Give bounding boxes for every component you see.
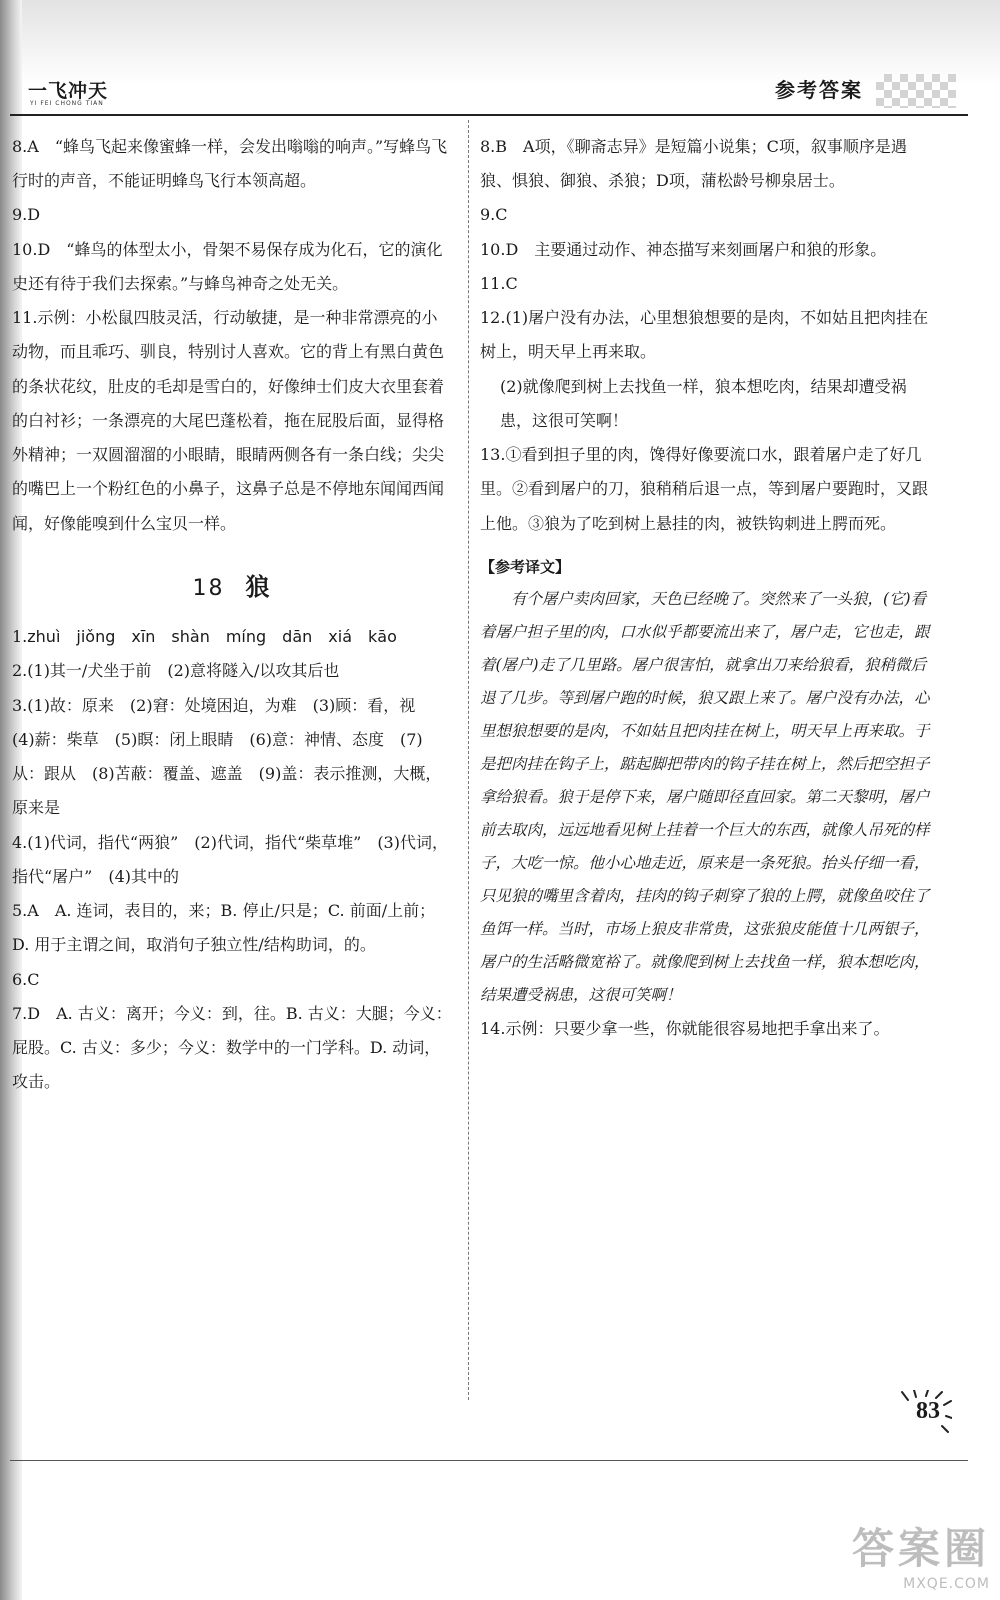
watermark-logo: 答案圈 <box>851 1524 990 1573</box>
lesson-answer-item-2 <box>12 689 452 826</box>
answer-number: 12. <box>480 308 506 328</box>
lesson-number: 18 <box>192 575 225 601</box>
answer-number: 10. <box>12 239 38 259</box>
answer-item-right-6 <box>480 438 930 541</box>
reference-translation: 有个屠户卖肉回家，天色已经晚了。突然来了一头狼，(它)看着屠户担子里的肉，口水似乎都要流出来了，屠户走，它也走，跟着(屠户)走了几里路。屠户很害怕，就拿出刀来给狼看，狼稍微后退了几步。等到屠户跑的时候，狼又跟上来了。屠户没有办法，心里想狼想要的是肉，不如姑且把肉挂在树上，明天早上再来取。于是把肉挂在钩子上，踮起脚把带肉的钩子挂在树上，然后把空担子拿给狼看。狼于是停下来，屠户随即径直回家。第二天黎明，屠户前去取肉，远远地看见树上挂着一个巨大的东西，就像人吊死的样子，大吃一惊。他小心地走近，原来是一条死狼。抬头仔细一看，只见狼的嘴里含着肉，挂肉的钩子刺穿了狼的上腭，就像鱼咬住了鱼饵一样。当时，市场上狼皮非常贵，这张狼皮能值十几两银子，屠户的生活略微宽裕了。就像爬到树上去找鱼一样，狼本想吃肉，结果遭受祸患，这很可笑啊！ <box>480 589 930 1004</box>
answer-text: D A. 古义：离开；今义：到，往。B. 古义：大腿；今义：屁股。C. 古义：多少；今义：数学中的一门学科。D. 动词，攻击。 <box>12 1003 452 1092</box>
lesson-answer-item-3 <box>12 826 452 894</box>
answer-text: C <box>505 273 518 293</box>
answer-item-right-4 <box>480 301 930 369</box>
answer-number: 13. <box>480 445 506 465</box>
answer-text: B A项，《聊斋志异》是短篇小说集；C项，叙事顺序是遇狼、惧狼、御狼、杀狼；D项，蒲松龄号柳泉居士。 <box>480 137 907 191</box>
answer-number: 8. <box>480 137 496 156</box>
answer-text: (1)故：原来 (2)窘：处境困迫，为难 (3)顾：看，视 (4)薪：柴草 (5)瞑：闭上眼睛 (6)意：神情、态度 (7)从：跟从 (8)苫蔽：覆盖、遮盖 (9)盖：表示推测，大概，原来是 <box>12 695 442 818</box>
answer-item-left-2 <box>12 233 452 301</box>
lesson-answer-item-5 <box>12 963 452 997</box>
answer-number: 4. <box>12 832 28 852</box>
lesson-answer-item-4 <box>12 894 452 962</box>
answer-text: zhuì jiǒng xīn shàn míng dān xiá kāo <box>27 627 397 647</box>
right-column <box>480 130 930 1046</box>
answer-text: ①看到担子里的肉，馋得好像要流口水，跟着屠户走了好几里。②看到屠户的刀，狼稍稍后退一点，等到屠户要跑时，又跟上他。③狼为了吃到树上悬挂的肉，被铁钩刺进上腭而死。 <box>480 445 929 533</box>
answer-number: 2. <box>12 661 28 681</box>
answer-number: 3. <box>12 695 28 715</box>
watermark <box>852 1516 990 1592</box>
answer-item-right-2 <box>480 233 930 267</box>
answer-item-right-3 <box>480 267 930 301</box>
answer-number: 14. <box>480 1018 506 1038</box>
checker-pattern-icon <box>876 74 956 108</box>
answer-item-right-1 <box>480 198 930 232</box>
answer-text: 示例：只要少拿一些，你就能很容易地把手拿出来了。 <box>505 1018 890 1038</box>
answer-item-left-1 <box>12 198 452 232</box>
brand-subtitle: YI FEI CHONG TIAN <box>30 100 104 107</box>
page-header <box>10 70 968 115</box>
lesson-answer-item-0 <box>12 620 452 654</box>
answer-text: D 主要通过动作、神态描写来刻画屠户和狼的形象。 <box>505 239 887 259</box>
watermark-url: MXQE.COM <box>903 1576 990 1592</box>
left-column <box>12 130 452 1099</box>
answer-text: C <box>495 205 508 225</box>
lesson-answer-item-1 <box>12 654 452 688</box>
answer-text: C <box>27 969 40 989</box>
answer-number: 11. <box>12 308 38 328</box>
page-title: 参考答案 <box>775 78 863 102</box>
answer-number: 8. <box>12 137 28 156</box>
answer-number: 5. <box>12 901 28 921</box>
answer-text: (2)就像爬到树上去找鱼一样，狼本想吃肉，结果却遭受祸患，这很可笑啊！ <box>500 376 907 430</box>
answer-text: (1)屠户没有办法，心里想狼想要的是肉，不如姑且把肉挂在树上，明天早上再来取。 <box>480 308 929 362</box>
lesson-name: 狼 <box>245 571 272 601</box>
reference-heading: 【参考译文】 <box>480 557 571 576</box>
column-divider <box>468 120 470 1400</box>
answer-text: D <box>27 205 41 225</box>
answer-text: A A. 连词，表目的，来；B. 停止/只是；C. 前面/上前；D. 用于主谓之间，取消句子独立性/结构助词，的。 <box>12 901 436 955</box>
lesson-answer-item-6 <box>12 997 452 1100</box>
answer-item-right-0 <box>480 130 930 198</box>
header-rule <box>10 114 968 116</box>
page-number: 83 <box>916 1398 940 1424</box>
answer-number: 11. <box>480 273 506 293</box>
answer-number: 10. <box>480 239 506 259</box>
answer-text: A “蜂鸟飞起来像蜜蜂一样，会发出嗡嗡的响声。”写蜂鸟飞行时的声音，不能证明蜂鸟飞行本领高超。 <box>12 137 448 191</box>
answer-item-left-0 <box>12 130 452 198</box>
bottom-rule <box>10 1460 968 1461</box>
answer-item-right-5 <box>480 370 930 438</box>
brand-logo: 一飞冲天 <box>28 80 109 102</box>
previous-lesson-answers <box>12 130 452 541</box>
lesson-answers <box>12 620 452 1099</box>
answer-number: 6. <box>12 969 28 989</box>
lesson-title <box>12 561 452 612</box>
answer-text: 示例：小松鼠四肢灵活，行动敏捷，是一种非常漂亮的小动物，而且乖巧、驯良，特别讨人喜欢。它的背上有黑白黄色的条状花纹，肚皮的毛却是雪白的，好像绅士们皮大衣里套着的白衬衫；一条漂亮的大尾巴蓬松着，拖在屁股后面，显得格外精神；一双圆溜溜的小眼睛，眼睛两侧各有一条白线；尖尖的嘴巴上一个粉红色的小鼻子，这鼻子总是不停地东闻闻西闻闻，好像能嗅到什么宝贝一样。 <box>12 308 445 533</box>
answer-item-14 <box>480 1012 930 1046</box>
answer-number: 1. <box>12 627 28 647</box>
answer-text: D “蜂鸟的体型太小，骨架不易保存成为化石，它的演化史还有待于我们去探索。”与蜂鸟神奇之处无关。 <box>12 239 443 293</box>
answer-number: 7. <box>12 1003 28 1023</box>
right-answers <box>480 130 930 541</box>
answer-number: 9. <box>12 205 28 225</box>
answer-text: (1)代词，指代“两狼” (2)代词，指代“柴草堆” (3)代词，指代“屠户” (4)其中的 <box>12 832 448 886</box>
answer-item-left-3 <box>12 301 452 541</box>
answer-text: (1)其一/犬坐于前 (2)意将隧入/以攻其后也 <box>27 661 340 681</box>
answer-number: 9. <box>480 205 496 225</box>
